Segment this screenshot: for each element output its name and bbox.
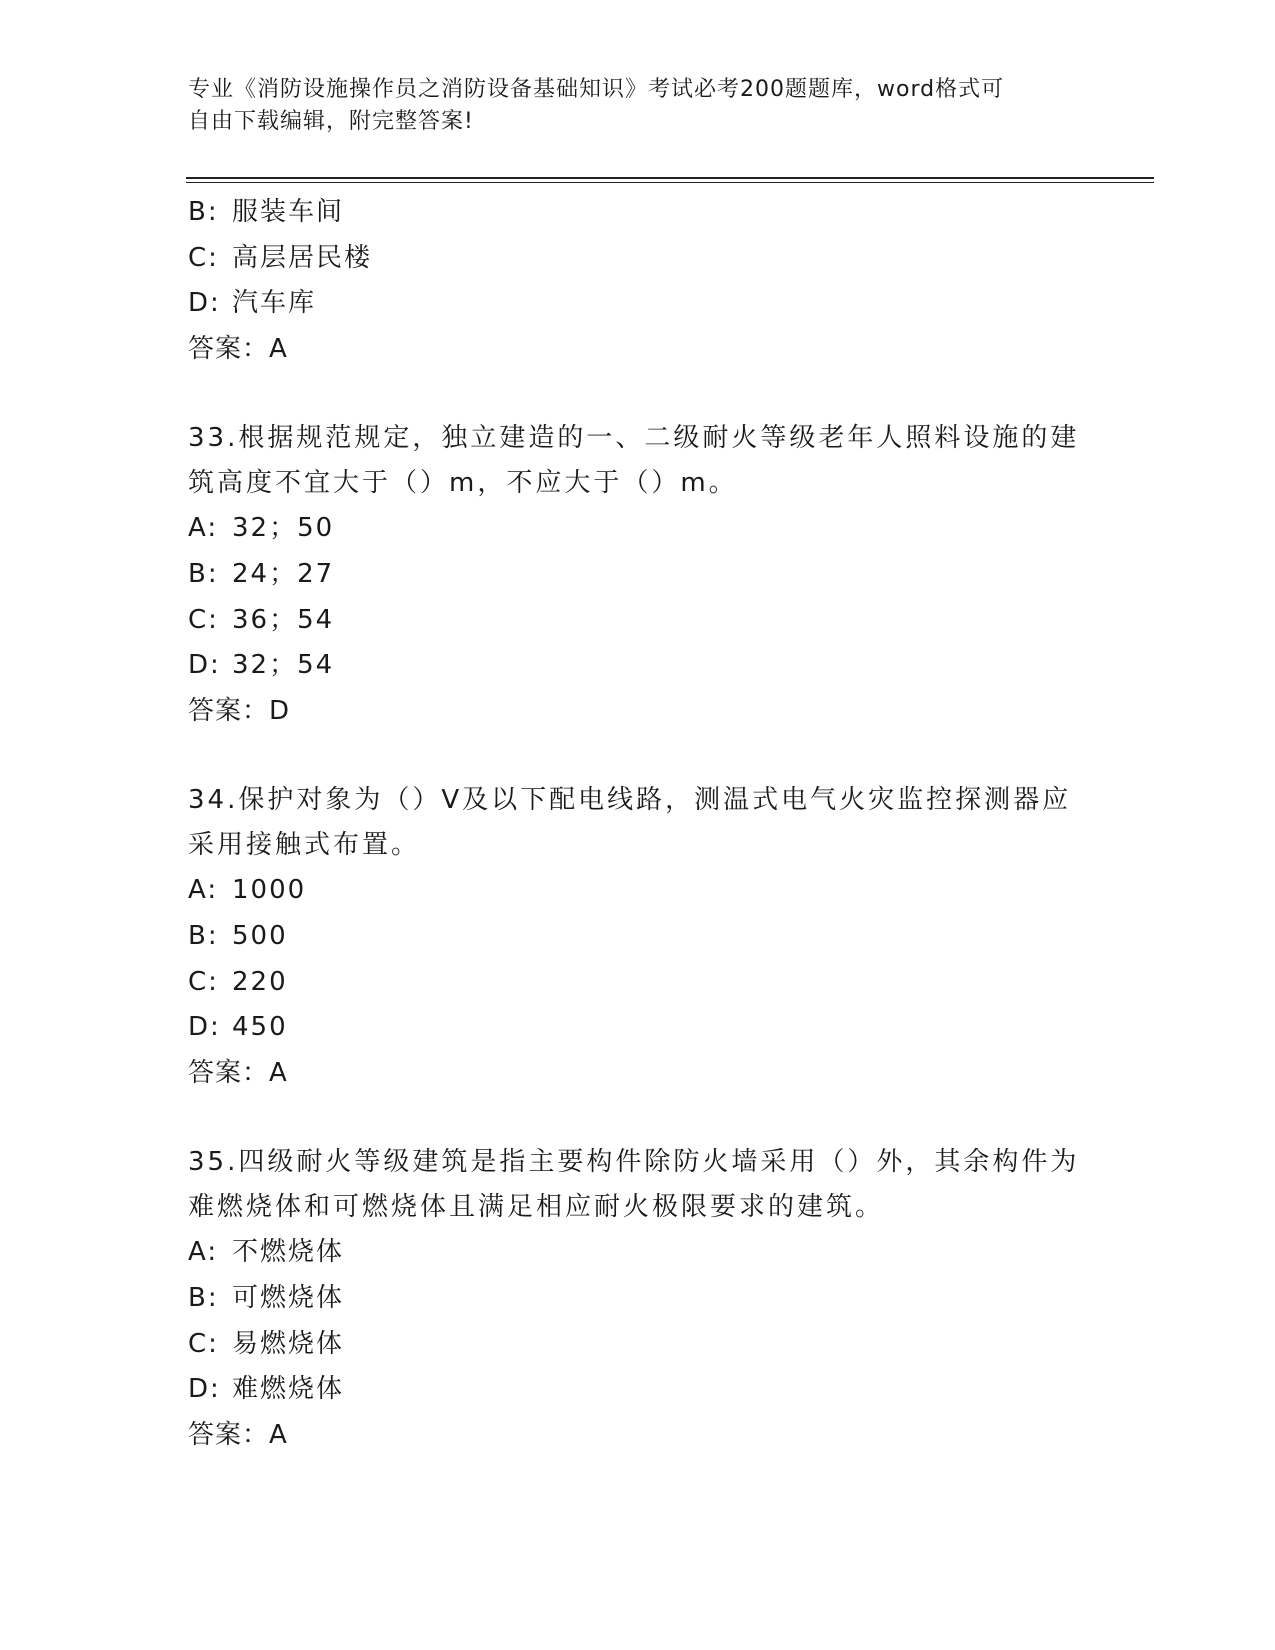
option-text: 450 <box>232 1012 288 1043</box>
header-divider-thin <box>186 182 1154 183</box>
question-33 <box>188 416 1088 734</box>
option-key: A: <box>188 513 219 544</box>
option-b <box>188 914 1088 960</box>
option-d <box>188 1005 1088 1051</box>
option-key: C: <box>188 242 219 273</box>
option-a <box>188 1230 1088 1276</box>
question-stem: 34.保护对象为（）V及以下配电线路，测温式电气火灾监控探测器应采用接触式布置。 <box>188 785 1072 861</box>
option-key: A: <box>188 1237 219 1268</box>
option-c <box>188 236 1088 282</box>
answer-line: 答案：A <box>188 333 288 364</box>
option-key: B: <box>188 920 219 951</box>
option-text: 难燃烧体 <box>232 1374 345 1405</box>
header-title-line-1: 专业《消防设施操作员之消防设备基础知识》考试必考200题题库，word格式可 <box>188 77 1005 102</box>
option-text: 1000 <box>232 875 307 906</box>
option-text: 32；54 <box>232 650 335 681</box>
option-d <box>188 643 1088 689</box>
spacer <box>188 372 1088 416</box>
option-text: 易燃烧体 <box>232 1328 345 1359</box>
question-32-continued <box>188 190 1088 372</box>
option-key: B: <box>188 1282 219 1313</box>
option-text: 500 <box>232 920 288 951</box>
option-key: C: <box>188 966 219 997</box>
option-key: B: <box>188 558 219 589</box>
option-key: D: <box>188 1012 221 1043</box>
question-stem: 33.根据规范规定，独立建造的一、二级耐火等级老年人照料设施的建筑高度不宜大于（）m，不应大于（）m。 <box>188 423 1080 499</box>
option-text: 不燃烧体 <box>232 1237 345 1268</box>
page-header <box>188 74 1088 138</box>
spacer <box>188 734 1088 778</box>
option-text: 220 <box>232 966 288 997</box>
option-text: 36；54 <box>232 604 335 635</box>
question-stem: 35.四级耐火等级建筑是指主要构件除防火墙采用（）外，其余构件为难燃烧体和可燃烧体且满足相应耐火极限要求的建筑。 <box>188 1147 1080 1223</box>
option-key: D: <box>188 288 221 319</box>
option-key: C: <box>188 1328 219 1359</box>
option-key: D: <box>188 650 221 681</box>
option-key: D: <box>188 1374 221 1405</box>
option-text: 高层居民楼 <box>232 242 373 273</box>
option-b <box>188 1276 1088 1322</box>
option-d <box>188 1367 1088 1413</box>
option-text: 32；50 <box>232 513 335 544</box>
header-title-line-2: 自由下载编辑，附完整答案! <box>188 109 474 134</box>
option-d <box>188 281 1088 327</box>
header-divider-thick <box>186 177 1154 179</box>
option-c <box>188 1322 1088 1368</box>
question-34 <box>188 778 1088 1096</box>
option-text: 服装车间 <box>232 197 345 227</box>
option-text: 汽车库 <box>232 288 317 319</box>
question-35 <box>188 1140 1088 1458</box>
answer-line: 答案：D <box>188 695 291 726</box>
option-key: C: <box>188 604 219 635</box>
answer-line: 答案：A <box>188 1057 288 1088</box>
question-list <box>188 190 1088 1458</box>
option-b <box>188 190 1088 236</box>
option-key: B: <box>188 197 219 227</box>
spacer <box>188 1096 1088 1140</box>
option-c <box>188 598 1088 644</box>
answer-line: 答案：A <box>188 1419 288 1450</box>
option-text: 可燃烧体 <box>232 1282 345 1313</box>
option-key: A: <box>188 875 219 906</box>
option-a <box>188 506 1088 552</box>
option-a <box>188 868 1088 914</box>
option-text: 24；27 <box>232 558 335 589</box>
option-c <box>188 960 1088 1006</box>
option-b <box>188 552 1088 598</box>
